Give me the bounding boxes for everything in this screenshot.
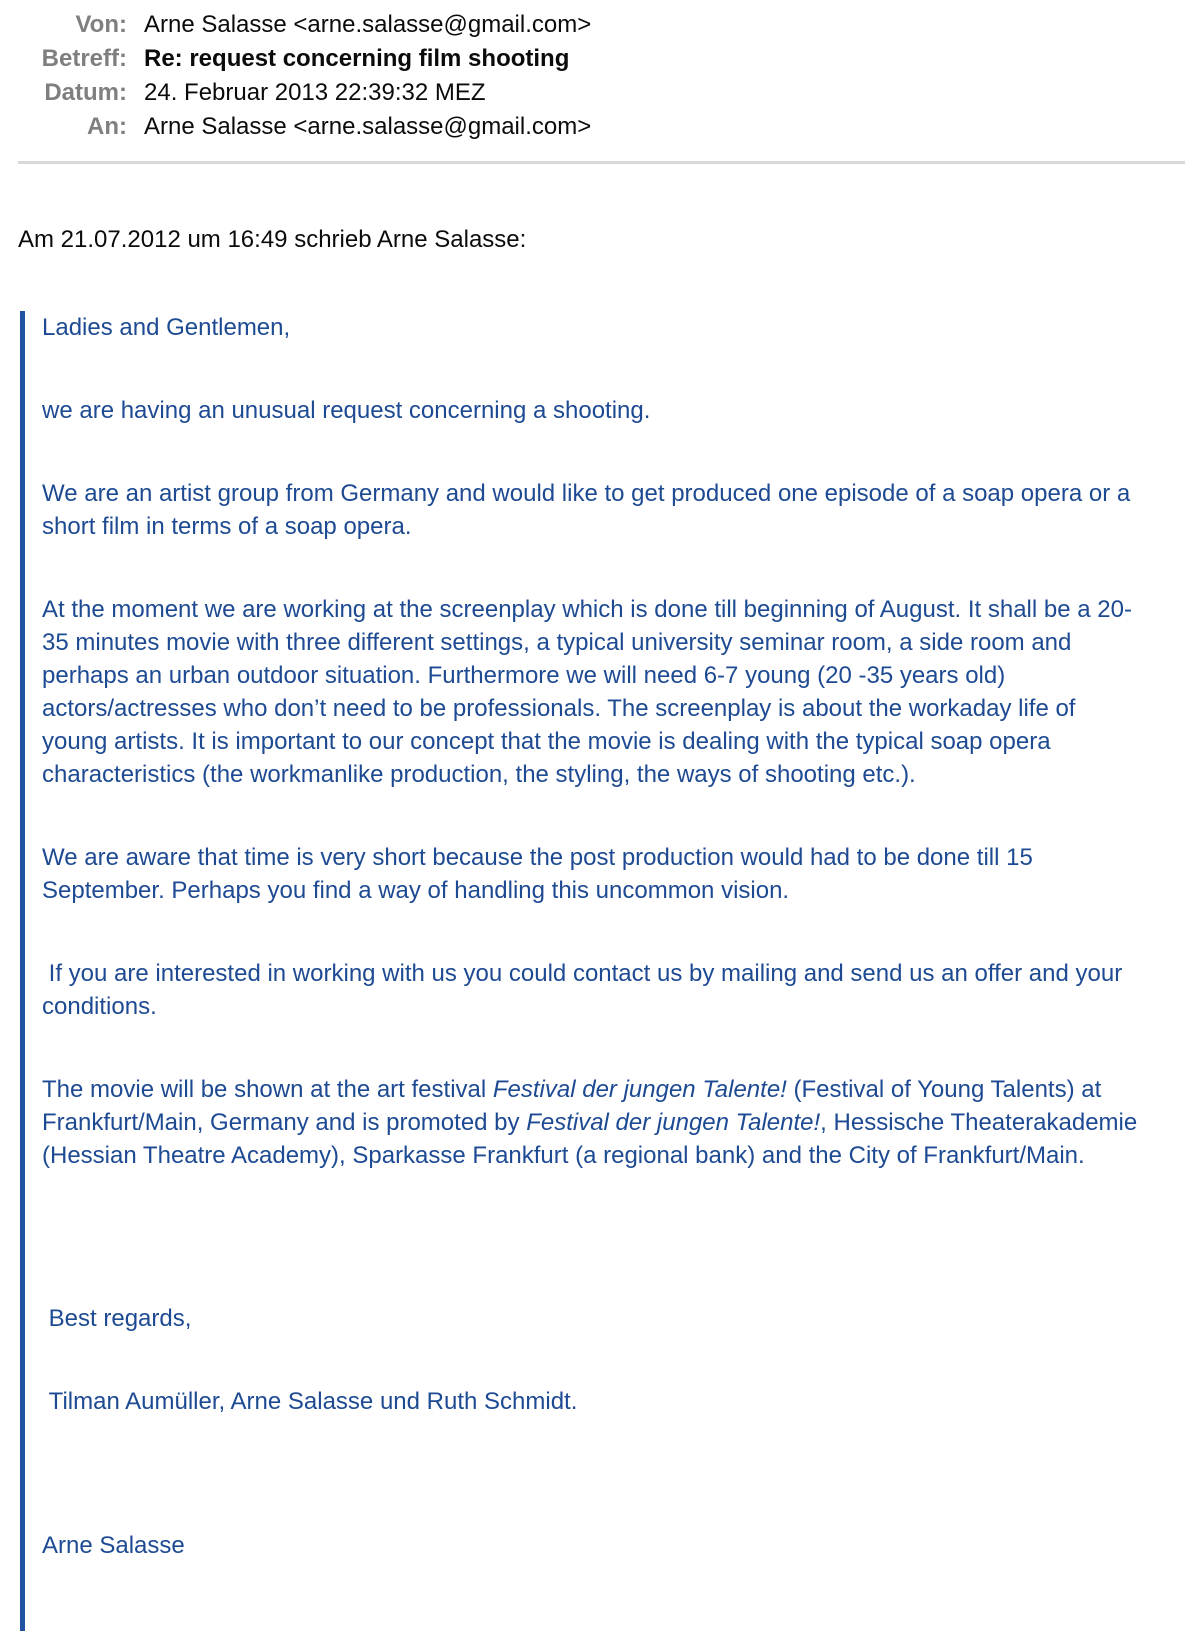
- header-field-row: [0, 76, 1200, 110]
- festival-name-italic: Festival der jungen Talente!: [526, 1109, 821, 1136]
- quote-text: , Hessische Theaterakademie (Hessian Theatre Academy), Sparkasse Frankfurt (a regional bank) and the City of Frankfurt/Main.: [42, 1109, 1144, 1169]
- quote-paragraph: [42, 1385, 1142, 1418]
- header-field-label: An:: [87, 113, 127, 140]
- quote-paragraph: [42, 394, 1142, 427]
- quote-text: We are aware that time is very short because the post production would had to be done till 15 September. Perhaps you find a way of handling this uncommon vision.: [42, 844, 1040, 904]
- header-field-label: Betreff:: [41, 45, 127, 72]
- quote-text: Ladies and Gentlemen,: [42, 314, 291, 341]
- quote-paragraph: [42, 311, 1142, 344]
- quote-text: If you are interested in working with us you could contact us by mailing and send us an offer and your conditions.: [42, 960, 1129, 1020]
- quote-attribution: Am 21.07.2012 um 16:49 schrieb Arne Salasse:: [18, 226, 527, 253]
- quote-text: The movie will be shown at the art festival: [42, 1076, 493, 1103]
- header-divider: [18, 161, 1185, 164]
- header-field-value: Arne Salasse <arne.salasse@gmail.com>: [144, 113, 592, 140]
- quote-paragraph: [42, 1302, 1142, 1335]
- quote-text: At the moment we are working at the screenplay which is done till beginning of August. It shall be a 20-35 minutes movie with three different settings, a typical university seminar room, a side room and perhaps an urban outdoor situation. Furthermore we will need 6-7 young (20 -35 years old) actors/actresses who don’t need to be professionals. The screenplay is about the workaday life of young artists. It is important to our concept that the movie is dealing with the typical soap opera characteristics (the workmanlike production, the styling, the ways of shooting etc.).: [42, 596, 1132, 788]
- header-field-row: [0, 8, 1200, 42]
- quote-text: We are an artist group from Germany and would like to get produced one episode of a soap opera or a short film in terms of a soap opera.: [42, 480, 1137, 540]
- header-field-value: Re: request concerning film shooting: [144, 45, 570, 72]
- festival-name-italic: Festival der jungen Talente!: [492, 1076, 787, 1103]
- header-field-value: 24. Februar 2013 22:39:32 MEZ: [144, 79, 486, 106]
- quote-text: Tilman Aumüller, Arne Salasse und Ruth Schmidt.: [42, 1388, 578, 1415]
- header-field-row: [0, 110, 1200, 144]
- header-field-row: [0, 42, 1200, 76]
- quote-paragraph: [42, 1073, 1142, 1172]
- header-field-label: Von:: [75, 11, 127, 38]
- header-field-label: Datum:: [44, 79, 127, 106]
- quote-paragraph: [42, 477, 1142, 543]
- quote-paragraph: [42, 593, 1142, 791]
- quote-text: Best regards,: [42, 1305, 192, 1332]
- quote-paragraph: [42, 957, 1142, 1023]
- header-field-value: Arne Salasse <arne.salasse@gmail.com>: [144, 11, 592, 38]
- quote-paragraph: [42, 841, 1142, 907]
- quote-text: (Festival of Young Talents) at Frankfurt/Main, Germany and is promoted by: [42, 1076, 1108, 1136]
- quote-text: Arne Salasse: [42, 1532, 185, 1559]
- quote-paragraph: [42, 1529, 1142, 1562]
- quoted-message: [20, 311, 1200, 1631]
- email-header: [0, 0, 1200, 144]
- quote-text: we are having an unusual request concerning a shooting.: [42, 397, 651, 424]
